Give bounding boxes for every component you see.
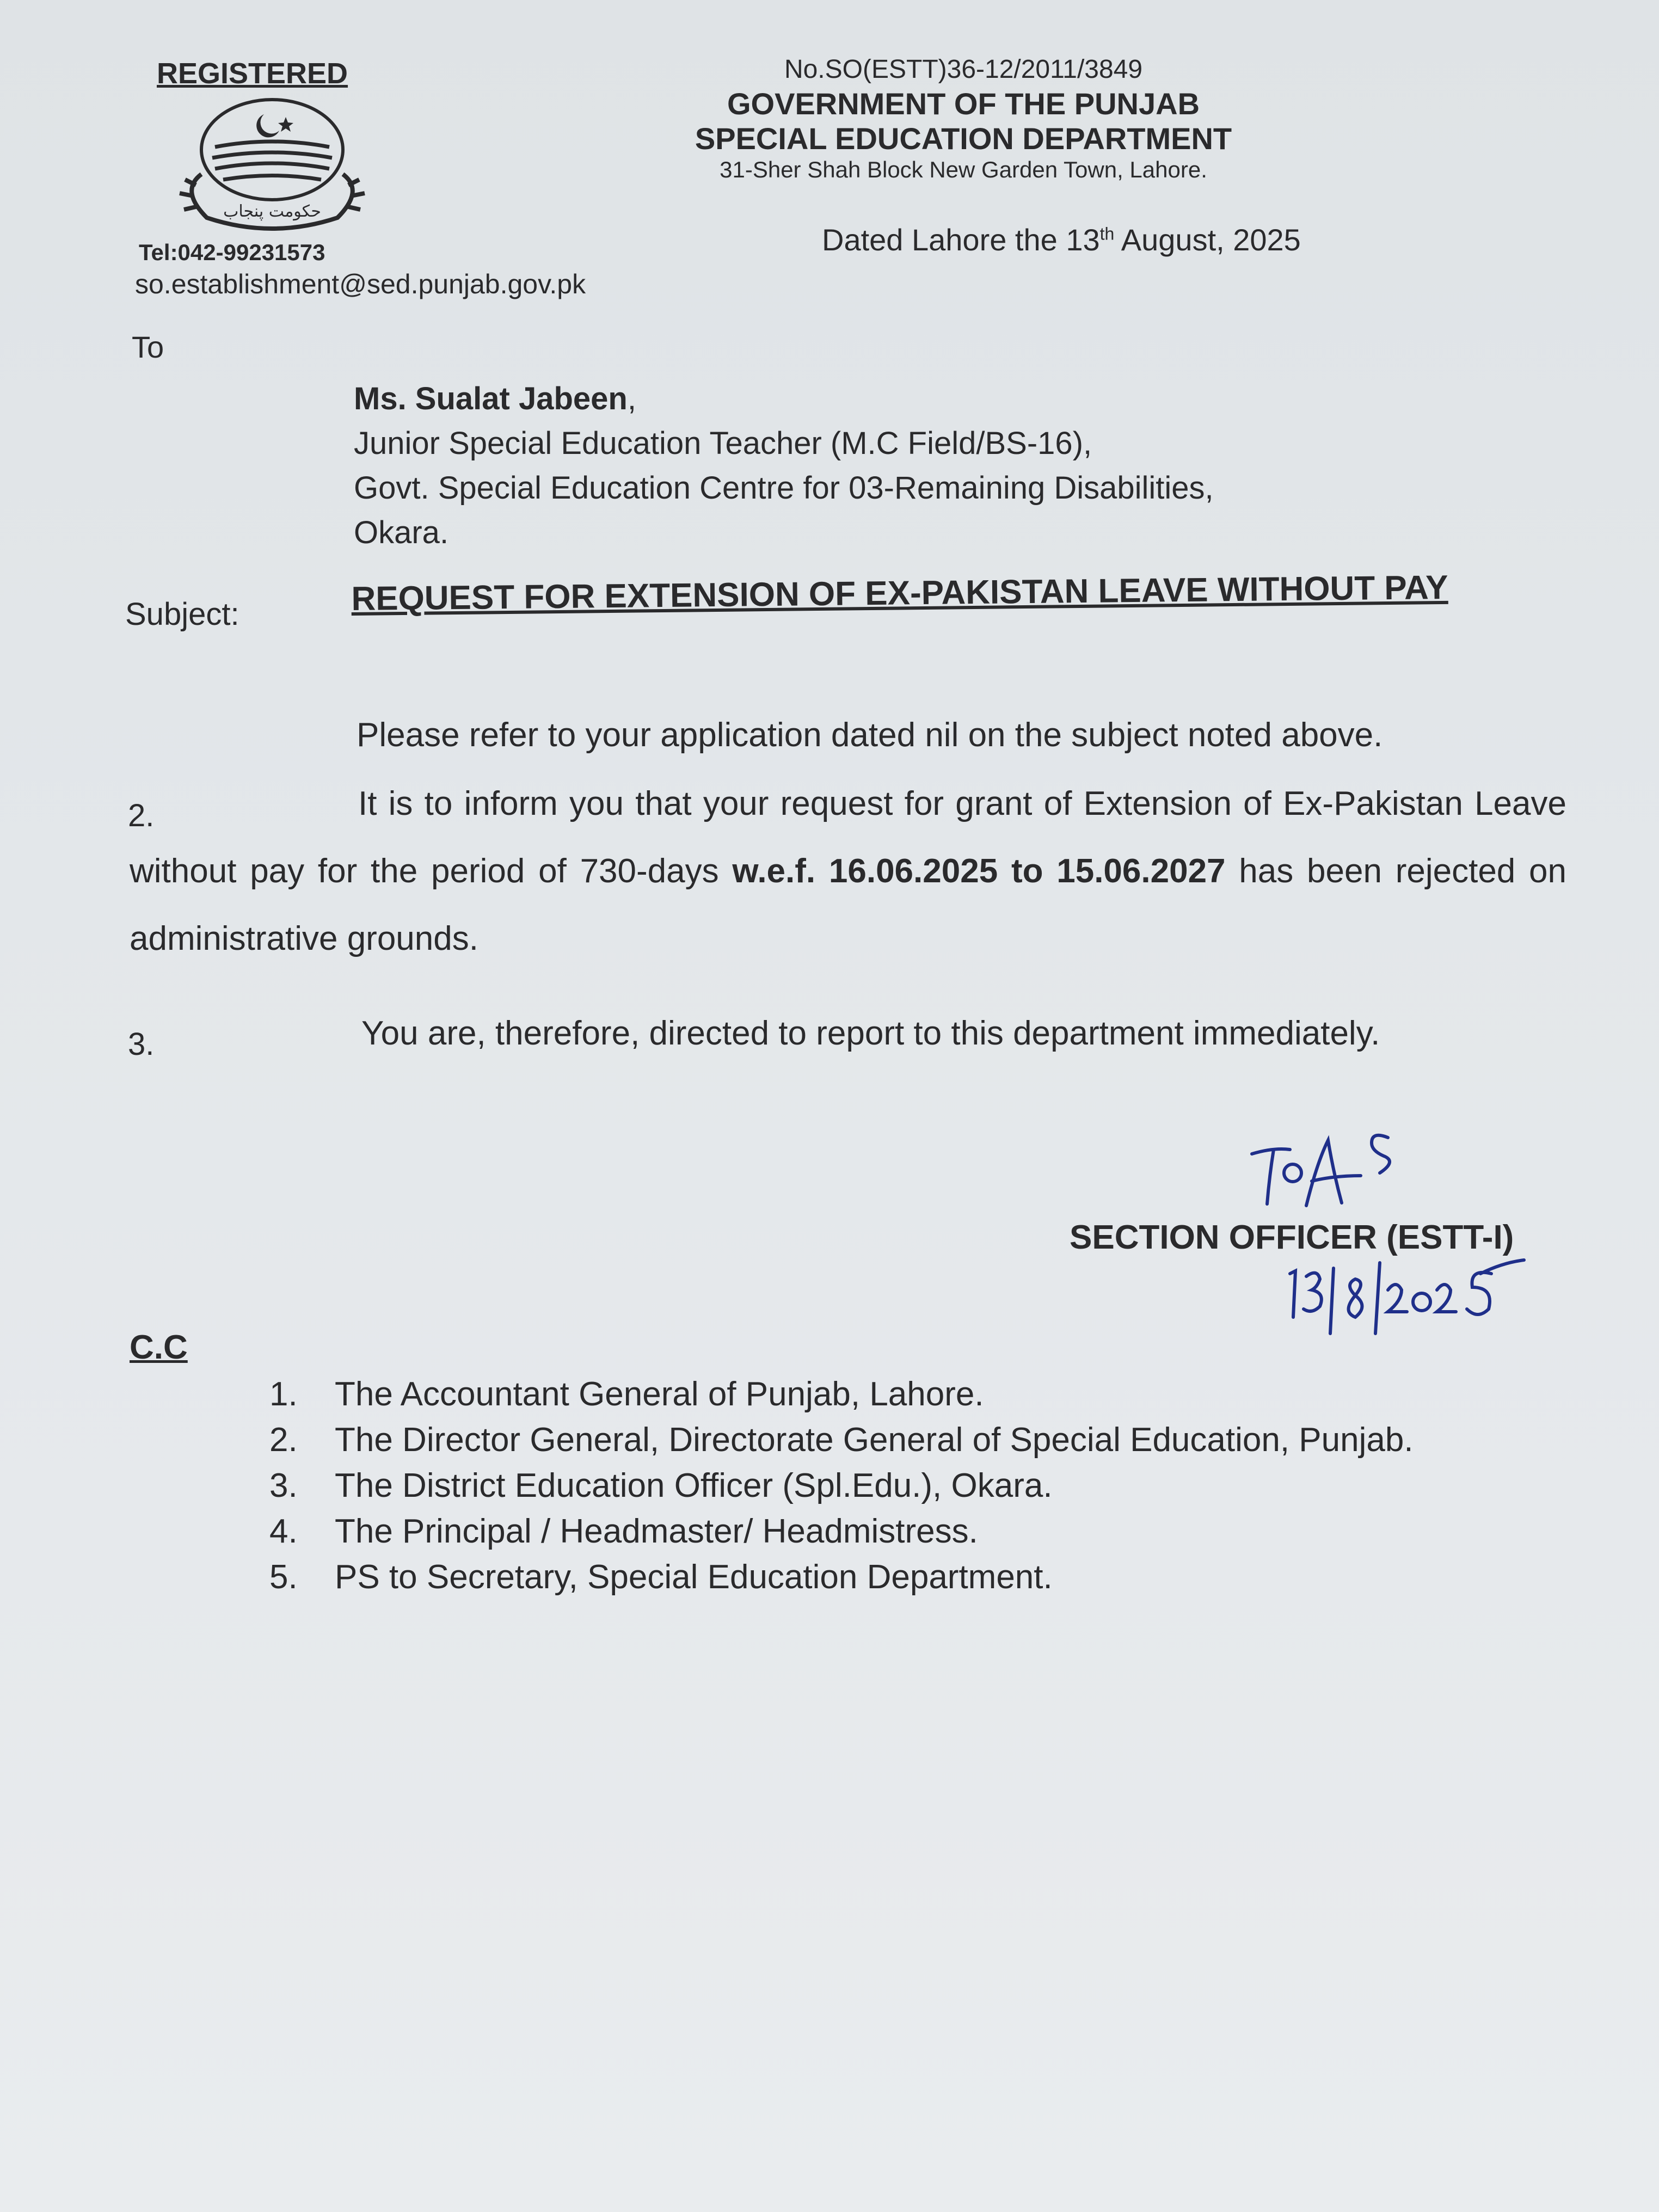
paragraph-2 <box>130 770 1566 973</box>
cc-item-text: The Principal / Headmaster/ Headmistress. <box>335 1513 978 1550</box>
cc-item-text: PS to Secretary, Special Education Department. <box>335 1558 1053 1596</box>
section-officer-title: SECTION OFFICER (ESTT-I) <box>1070 1219 1514 1256</box>
paragraph-3: You are, therefore, directed to report to this department immediately. <box>361 1015 1380 1052</box>
addressee-designation: Junior Special Education Teacher (M.C Field/BS-16), <box>354 426 1092 461</box>
paragraph-2-dates: w.e.f. 16.06.2025 to 15.06.2027 <box>732 852 1226 890</box>
addressee-block <box>354 377 1214 555</box>
department-address: 31-Sher Shah Block New Garden Town, Lahore. <box>720 157 1207 182</box>
cc-item-number: 3. <box>269 1467 298 1504</box>
list-item <box>269 1372 1414 1417</box>
registered-label: REGISTERED <box>157 57 348 90</box>
department-title: SPECIAL EDUCATION DEPARTMENT <box>695 121 1232 156</box>
cc-item-number: 2. <box>269 1421 298 1459</box>
cc-item-number: 5. <box>269 1558 298 1596</box>
addressee-name-line <box>354 377 1214 421</box>
list-item <box>269 1417 1414 1463</box>
paragraph-1: Please refer to your application dated nil on the subject noted above. <box>357 716 1383 754</box>
addressee-name-suffix: , <box>627 381 636 416</box>
paragraph-3-number: 3. <box>128 1027 155 1062</box>
government-title: GOVERNMENT OF THE PUNJAB <box>727 87 1200 121</box>
list-item <box>269 1554 1414 1600</box>
list-item <box>269 1463 1414 1509</box>
paragraph-2-text-b: has been rejected on administrative grounds. <box>130 852 1567 957</box>
dated-line <box>822 222 1301 257</box>
to-label: To <box>132 330 164 364</box>
handwritten-date <box>1279 1252 1540 1344</box>
dated-sup: th <box>1099 224 1115 244</box>
cc-label: C.C <box>130 1329 188 1366</box>
emblem-seal-text: حکومت پنجاب <box>223 202 321 221</box>
dated-prefix: Dated Lahore the 13 <box>822 223 1100 257</box>
paragraph-2-text-a: It is to inform you that your request for grant of Extension of Ex-Pakistan Leave without pay for the period of 730-days <box>130 785 1566 890</box>
addressee-name: Ms. Sualat Jabeen <box>354 381 628 416</box>
list-item <box>269 1509 1414 1554</box>
addressee-institution: Govt. Special Education Centre for 03-Remaining Disabilities, <box>354 470 1214 506</box>
reference-number: No.SO(ESTT)36-12/2011/3849 <box>784 55 1143 84</box>
paragraph-2-number: 2. <box>128 798 155 833</box>
email-address[interactable]: so.establishment@sed.punjab.gov.pk <box>135 269 586 299</box>
subject-label: Subject: <box>125 597 239 632</box>
cc-item-number: 4. <box>269 1513 298 1550</box>
dated-suffix: August, 2025 <box>1114 223 1301 257</box>
cc-item-number: 1. <box>269 1375 298 1413</box>
cc-list <box>269 1372 1414 1600</box>
cc-item-text: The Accountant General of Punjab, Lahore. <box>335 1375 984 1413</box>
cc-item-text: The District Education Officer (Spl.Edu.), Okara. <box>335 1467 1053 1504</box>
punjab-government-emblem <box>163 93 381 234</box>
subject-text: REQUEST FOR EXTENSION OF EX-PAKISTAN LEAVE WITHOUT PAY <box>351 568 1448 618</box>
telephone: Tel:042-99231573 <box>139 239 325 265</box>
cc-item-text: The Director General, Directorate General of Special Education, Punjab. <box>335 1421 1414 1459</box>
handwritten-initials <box>1241 1121 1426 1219</box>
addressee-city: Okara. <box>354 515 449 550</box>
